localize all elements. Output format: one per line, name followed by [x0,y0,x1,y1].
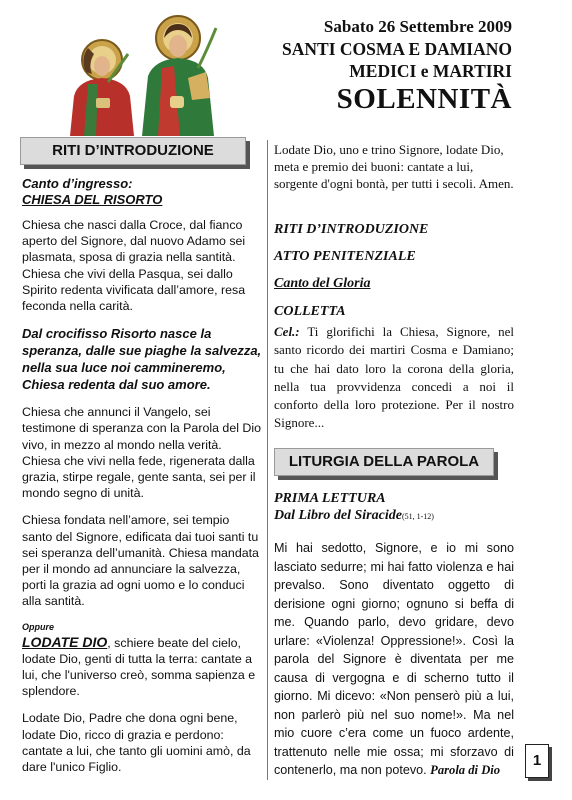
saints-title: SANTI COSMA E DAMIANO [282,39,512,59]
colletta-text: Ti glorifichi la Chiesa, Signore, nel santo ricordo dei martiri Cosma e Damiano; tu che hai dato loro la corona della gloria, nella tua provvidenza concedi a noi il conforto della loro protezione. Per il nostro Signore... [274,324,514,431]
hymn-stanza: Lodate Dio, Padre che dona ogni bene, lodate Dio, ricco di grazia e perdono: cantate a lui, che tanto gli uomini amò, da dare l'unico Figlio. [22,711,251,775]
rite-heading-atto: ATTO PENITENZIALE [274,249,416,264]
rite-heading-riti: RITI D’INTRODUZIONE [274,222,429,237]
canto-heading: Canto d’ingresso: [22,176,133,191]
hymn-stanza: Lodate Dio, uno e trino Signore, lodate Dio, meta e premio dei buoni: cantate a lui, sorgente d'ogni bontà, per tutti i secoli. Amen. [274,142,514,191]
reading-reference: (51, 1-12) [401,512,434,521]
hymn-stanza [22,634,262,700]
reading-body: Mi hai sedotto, Signore, e io mi sono lasciato sedurre; mi hai fatto violenza e hai prevalso. Sono diventato oggetto di derisione ogni giorno; ognuno si beffa di me. Quando parlo, devo gridare, devo urlare: «Violenza! Oppressione!». Così la parola del Signore è diventata per me causa di vergogna e di scherno tutto il giorno. Mi dicevo: «Non penserò più a lui, non parlerò più nel suo nome!». Ma nel mio cuore c’era come un fuoco ardente, trattenuto nelle mie ossa; mi sforzavo di contenerlo, ma non potevo. [274,541,514,777]
left-column [22,176,262,786]
right-column [274,141,514,431]
celebration-date: Sabato 26 Settembre 2009 [323,17,512,36]
hymn-stanza: Chiesa che nasci dalla Croce, dal fianco aperto del Signore, dal nuovo Adamo sei plasmata, sposa di grazia nella santità. Chiesa che vivi della Pasqua, sei dallo Spirito redenta vivificata dall’amore, resa feconda nella carità. [22,218,246,314]
alt-hymn-title: LODATE DIO [22,633,108,650]
page-number: 1 [525,744,549,778]
column-divider [267,140,268,780]
saints-subtitle: MEDICI e MARTIRI [349,61,512,81]
hymn-stanza: Chiesa fondata nell’amore, sei tempio santo del Signore, edificata dai tuoi santi tu sei speranza dell’umanità. Chiesa mandata per il mondo ad annunciare la salvezza, porti la grazia ad ogni uomo e lo conduci alla santità. [22,513,259,609]
section-banner-liturgia: LITURGIA DELLA PAROLA [274,448,494,476]
section-banner-riti: RITI D’INTRODUZIONE [20,137,246,165]
oppure-label: Oppure [22,621,55,632]
left-saint-figure [70,40,134,136]
hymn-stanza: Chiesa che annunci il Vangelo, sei testimone di speranza con la Parola del Dio vivo, in mezzo al mondo nella verità. Chiesa che vivi nella fede, rigenerata dalla grazia, stirpe regale, gente santa, sei per il mondo segno di unità. [22,405,261,501]
rite-heading-colletta: COLLETTA [274,304,346,319]
hymn-refrain: Dal crocifisso Risorto nasce la speranza, dalle sue piaghe la salvezza, nella sua luce noi cammineremo, Chiesa redenta dal suo amore. [22,326,262,393]
page-header [212,16,512,116]
first-reading-heading [274,490,514,525]
celebrant-label: Cel.: [274,324,300,339]
parola-di-dio: Parola di Dio [430,763,501,777]
canto-title: CHIESA DEL RISORTO [22,192,163,207]
saints-cosma-damiano-image [58,8,230,136]
first-reading-text [274,539,514,780]
first-reading-source: Dal Libro del Siracide(51, 1-12) [274,508,434,523]
first-reading-title: PRIMA LETTURA [274,491,386,506]
right-saint-figure [142,16,216,136]
rite-heading-gloria: Canto del Gloria [274,276,371,291]
solemnity-title: SOLENNITÀ [336,83,512,115]
colletta-prayer [274,323,514,433]
hymn-stanza-text: , schiere beate del cielo, lodate Dio, genti di tutta la terra: cantate a lui, che l'universo creò, somma sapienza e splendore. [22,635,256,699]
